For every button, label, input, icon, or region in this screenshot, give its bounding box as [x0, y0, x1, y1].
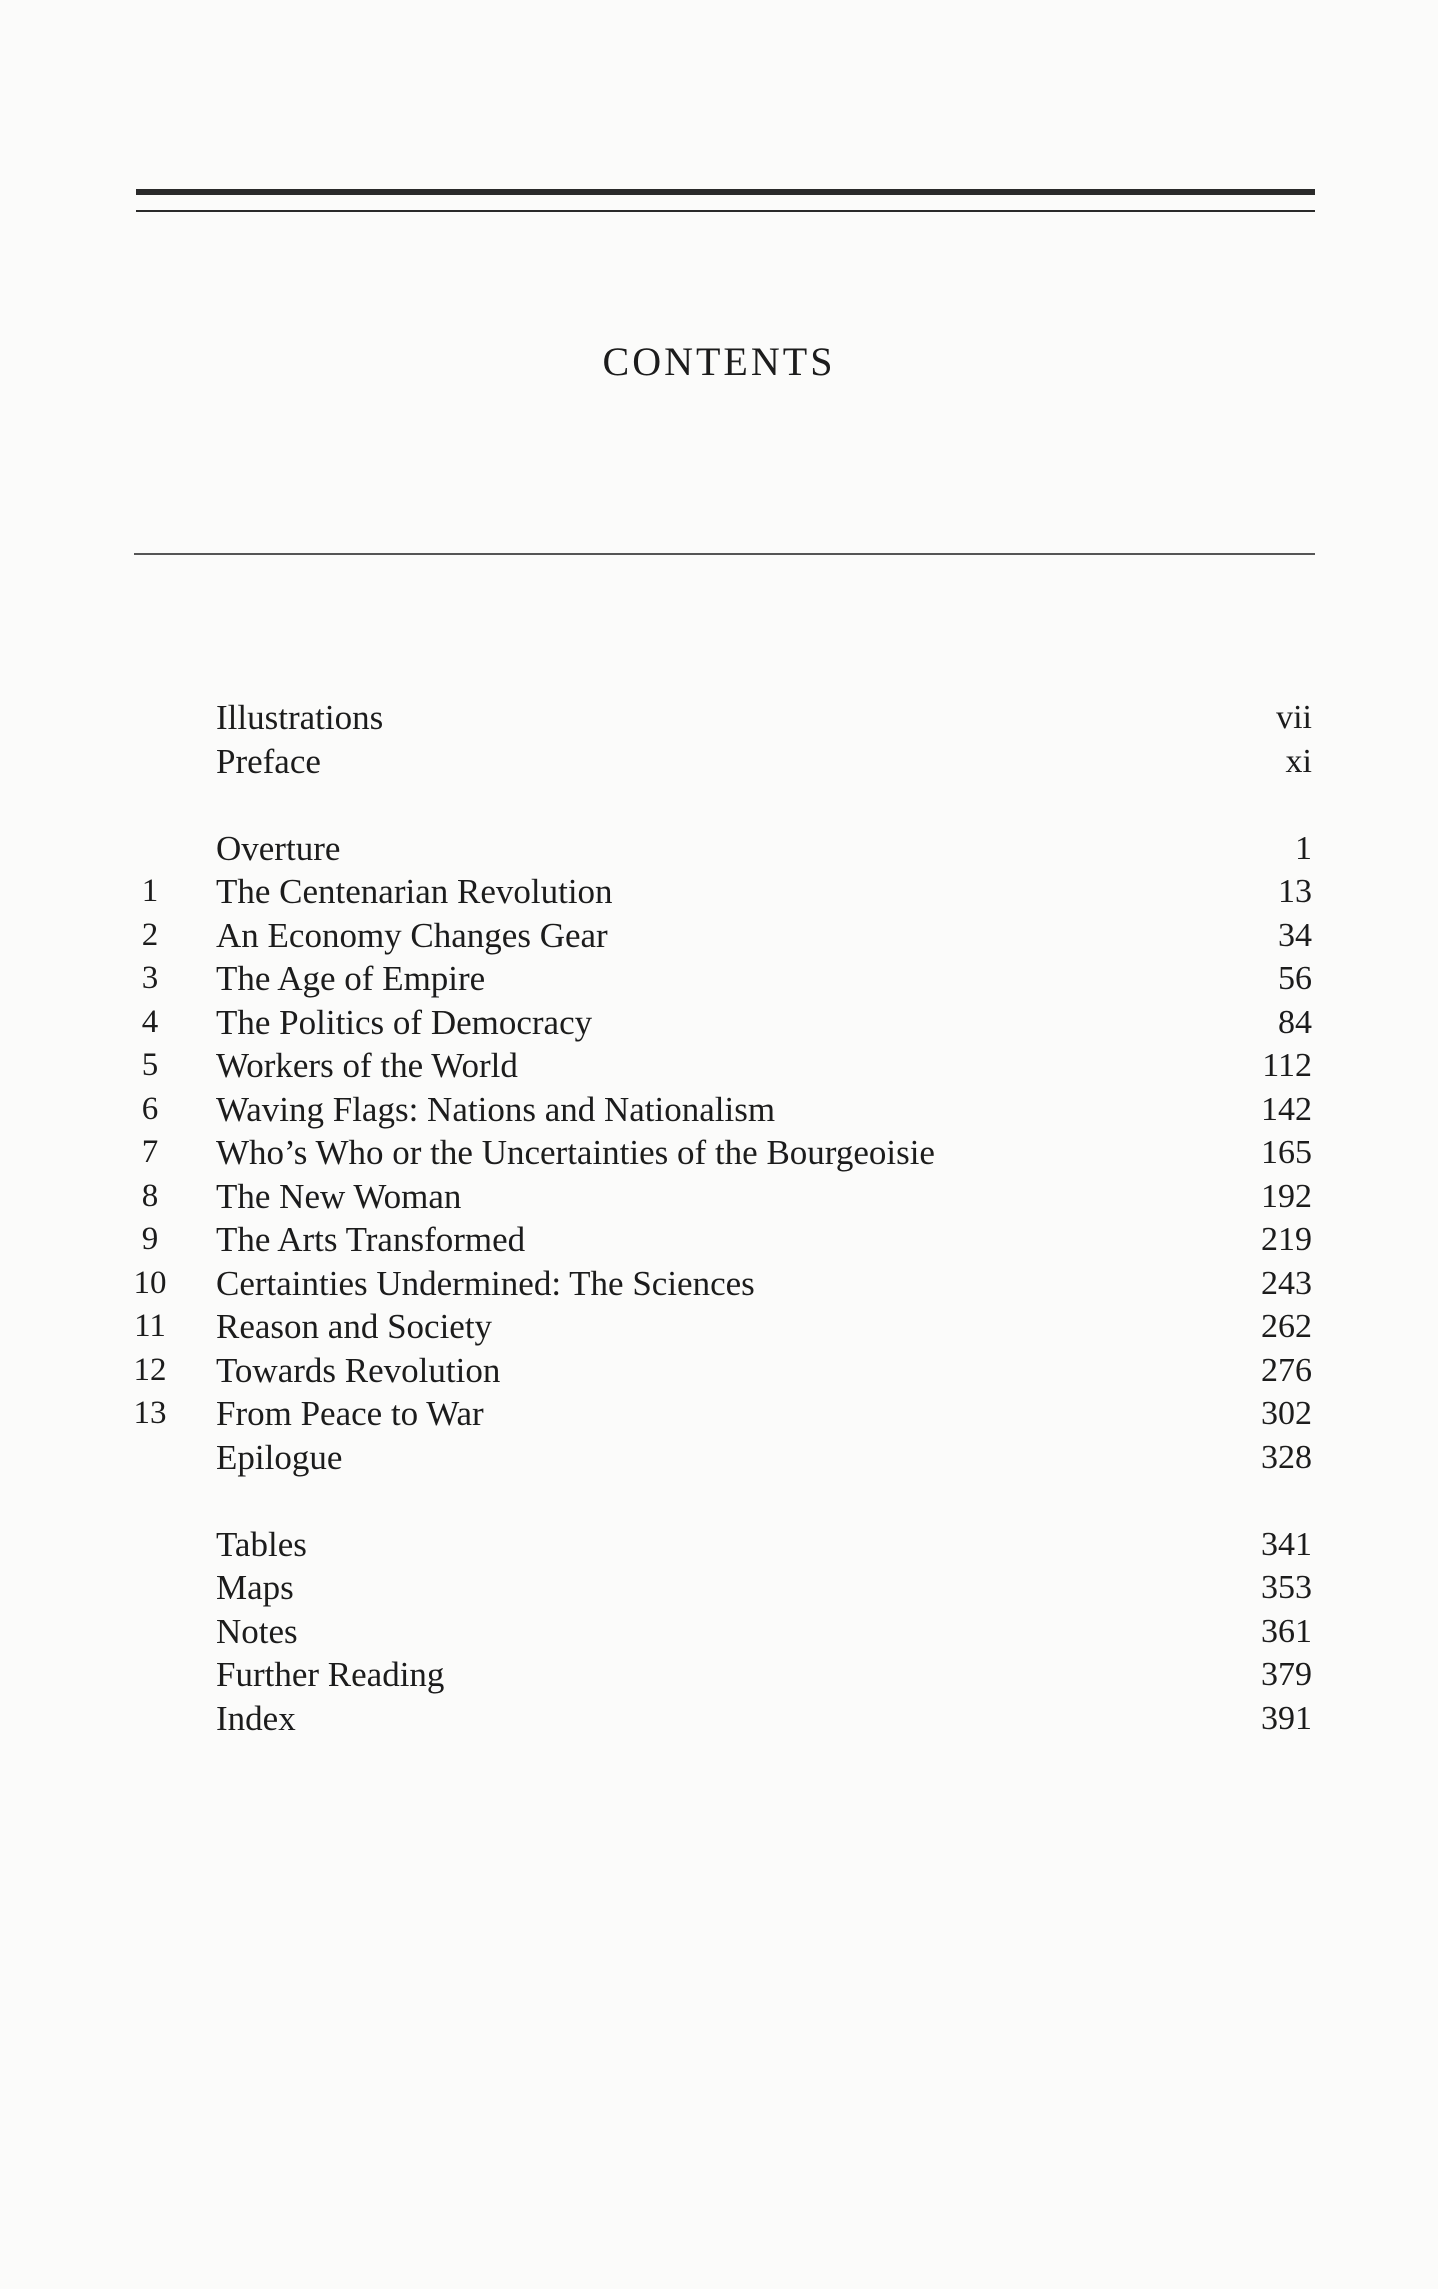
toc-entry [0, 1088, 1438, 1132]
page-number: 142 [1261, 1090, 1312, 1128]
entry-title: Towards Revolution [216, 1350, 501, 1390]
entry-title: Further Reading [216, 1655, 445, 1694]
chapter-number: 11 [134, 1308, 166, 1344]
toc-entry [0, 1566, 1438, 1610]
entry-title: Tables [216, 1524, 307, 1564]
toc-entry [0, 1349, 1438, 1393]
toc-entry [0, 1044, 1438, 1088]
toc-entry [0, 1131, 1438, 1175]
page-number: 262 [1261, 1308, 1312, 1345]
chapter-number: 10 [133, 1264, 167, 1301]
entry-title: From Peace to War [216, 1394, 484, 1433]
page-number: 56 [1278, 960, 1312, 997]
toc-front-matter [0, 696, 1438, 783]
page-title: CONTENTS [602, 339, 836, 384]
entry-title: Maps [216, 1568, 294, 1607]
page-number: 1 [1295, 829, 1312, 867]
entry-title: The Age of Empire [216, 959, 486, 998]
page-number: 112 [1262, 1047, 1312, 1084]
title-underline-rule [134, 553, 1315, 555]
toc-entry [0, 870, 1438, 914]
entry-title: The New Woman [216, 1176, 462, 1216]
page-number: 353 [1261, 1569, 1312, 1606]
page-number: 276 [1261, 1351, 1312, 1389]
page-number: 379 [1261, 1656, 1312, 1693]
entry-title: Epilogue [216, 1437, 343, 1477]
top-rule-thin [136, 210, 1315, 212]
toc-entry [0, 1175, 1438, 1219]
table-of-contents [0, 696, 1438, 1740]
entry-title: The Politics of Democracy [216, 1002, 593, 1042]
toc-entry [0, 1001, 1438, 1045]
page-number: 243 [1261, 1264, 1312, 1302]
toc-entry [0, 1262, 1438, 1306]
toc-entry [0, 1218, 1438, 1262]
entry-title: The Arts Transformed [216, 1220, 526, 1259]
chapter-number: 13 [133, 1395, 167, 1431]
page-number: 341 [1261, 1525, 1312, 1563]
chapter-number: 1 [141, 873, 159, 909]
toc-entry [0, 740, 1438, 784]
page-number: 13 [1278, 873, 1312, 910]
entry-title: Certainties Undermined: The Sciences [216, 1263, 755, 1303]
chapter-number: 9 [141, 1221, 159, 1257]
toc-entry [0, 1610, 1438, 1654]
entry-title: Who’s Who or the Uncertainties of the Bourgeoisie [216, 1133, 935, 1172]
chapter-number: 8 [141, 1177, 159, 1214]
page-number: 219 [1261, 1221, 1312, 1258]
toc-entry [0, 1653, 1438, 1697]
page-number: 34 [1278, 916, 1312, 954]
toc-entry [0, 1305, 1438, 1349]
chapter-number: 4 [141, 1003, 159, 1040]
top-rule-thick [136, 189, 1315, 195]
entry-title: Waving Flags: Nations and Nationalism [216, 1089, 776, 1129]
toc-entry [0, 1523, 1438, 1567]
toc-entry [0, 914, 1438, 958]
toc-entry [0, 1392, 1438, 1436]
entry-title: Workers of the World [216, 1046, 518, 1085]
entry-title: Preface [216, 741, 321, 781]
toc-entry [0, 696, 1438, 740]
page-number: 165 [1261, 1134, 1312, 1171]
entry-title: The Centenarian Revolution [216, 872, 613, 911]
page-number: 391 [1261, 1699, 1312, 1737]
page-number: 302 [1261, 1395, 1312, 1432]
entry-title: Notes [216, 1611, 298, 1651]
entry-title: Illustrations [216, 698, 384, 737]
page-number: 192 [1261, 1177, 1312, 1215]
entry-title: Overture [216, 828, 341, 868]
entry-title: Reason and Society [216, 1307, 493, 1346]
entry-title: An Economy Changes Gear [216, 915, 608, 955]
toc-entry [0, 827, 1438, 871]
toc-entry [0, 1436, 1438, 1480]
toc-back-matter [0, 1523, 1438, 1741]
chapter-number: 2 [141, 916, 159, 953]
chapter-number: 6 [141, 1090, 159, 1127]
page-number: 361 [1261, 1612, 1312, 1650]
page-number: vii [1276, 699, 1312, 736]
page-number: xi [1285, 742, 1312, 780]
page-number: 84 [1278, 1003, 1312, 1041]
toc-chapters [0, 827, 1438, 1480]
toc-entry [0, 1697, 1438, 1741]
chapter-number: 3 [141, 960, 159, 996]
chapter-number: 7 [141, 1134, 159, 1170]
chapter-number: 5 [141, 1047, 159, 1083]
entry-title: Index [216, 1698, 296, 1738]
toc-spacer [0, 1479, 1438, 1523]
toc-spacer [0, 783, 1438, 827]
chapter-number: 12 [133, 1351, 167, 1388]
toc-entry [0, 957, 1438, 1001]
page-number: 328 [1261, 1438, 1312, 1476]
